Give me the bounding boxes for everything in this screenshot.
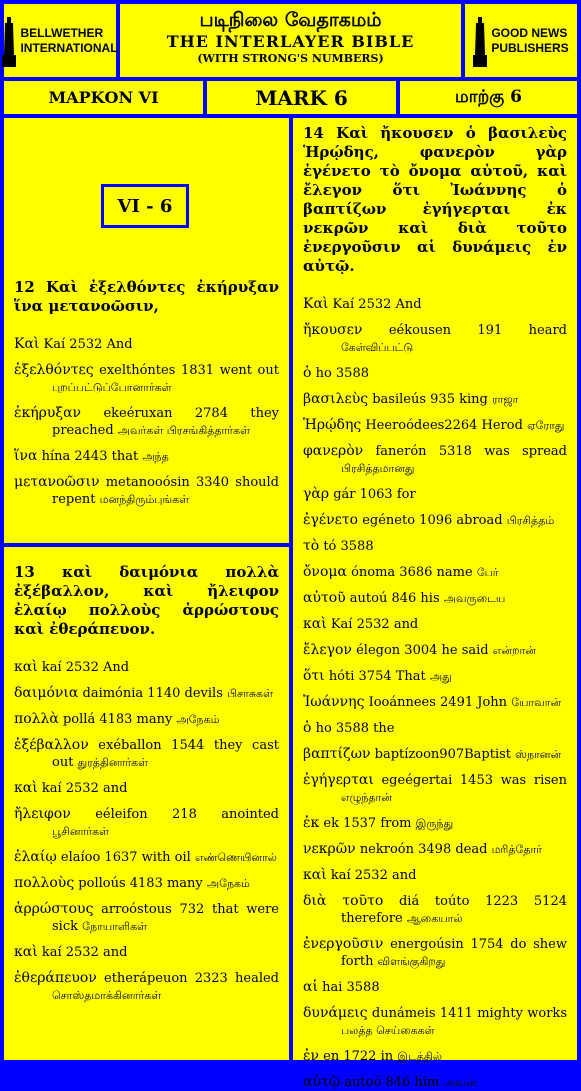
word-entry bbox=[303, 538, 567, 555]
greek-word: ἐξελθόντες bbox=[14, 362, 94, 378]
tamil-gloss: பிரசித்தம் bbox=[506, 514, 555, 527]
greek-word: καὶ bbox=[303, 867, 327, 883]
greek-word: Καὶ bbox=[14, 336, 40, 352]
greek-word: βασιλεὺς bbox=[303, 391, 369, 407]
transliteration-gloss: Iooánnees 2491 John bbox=[368, 695, 508, 710]
book-tamil-label: மாற்கு 6 bbox=[455, 86, 522, 107]
verse-14-heading: 14 Καὶ ἤκουσεν ὁ βασιλεὺς Ἡρῴδης, φανερὸν γὰρ ἐγένετο τὸ ὄνομα αὐτοῦ, καὶ ἔλεγον ὅτι Ἰωάννης ὁ βαπτίζων ἐγήγερται ἐκ νεκρῶν καὶ διὰ τοῦτο ἐνεργοῦσιν αἱ δυνάμεις ἐν αὐτῷ. bbox=[303, 124, 567, 275]
word-entry bbox=[14, 970, 279, 1004]
tamil-gloss: அந்த bbox=[142, 450, 169, 463]
transliteration-gloss: energoúsin 1754 do shew forth bbox=[341, 937, 567, 969]
tamil-gloss: ராஜா bbox=[491, 393, 519, 406]
tamil-gloss: துரத்தினார்கள் bbox=[77, 756, 149, 769]
title-tamil: படிநிலை வேதாகமம் bbox=[199, 9, 382, 31]
chapter-label bbox=[101, 184, 189, 228]
greek-word: τὸ bbox=[303, 538, 320, 554]
title-block bbox=[120, 4, 461, 77]
tamil-gloss: அவர்கள் பிரசங்கித்தார்கள் bbox=[117, 424, 250, 437]
word-entry bbox=[14, 362, 279, 396]
transliteration-gloss: etherápeuon 2323 healed bbox=[104, 971, 279, 986]
word-entry bbox=[14, 737, 279, 771]
word-entry bbox=[303, 642, 567, 659]
word-entry bbox=[303, 322, 567, 356]
word-entry bbox=[14, 901, 279, 935]
verse-14-panel bbox=[293, 118, 577, 1090]
word-entry bbox=[303, 590, 567, 607]
word-entry bbox=[303, 296, 567, 313]
transliteration-gloss: kaí 2532 and bbox=[330, 868, 417, 883]
transliteration-gloss: eéleifon 218 anointed bbox=[95, 807, 279, 822]
word-entry bbox=[303, 1048, 567, 1065]
tamil-gloss: ஸ்நானன் bbox=[515, 748, 562, 761]
greek-word: ἤκουσεν bbox=[303, 322, 363, 338]
left-logo-line-2: INTERNATIONAL bbox=[20, 40, 118, 55]
greek-word: ἤλειφον bbox=[14, 806, 71, 822]
book-greek-label: ΜΑΡΚΟΝ VI bbox=[48, 88, 159, 107]
verse-13-heading: 13 καὶ δαιμόνια πολλὰ ἐξέβαλλον, καὶ ἤλειφον ἐλαίῳ πολλοὺς ἀρρώστους καὶ ἐθεράπευον. bbox=[14, 563, 279, 638]
right-logo-line-1: GOOD NEWS bbox=[491, 25, 568, 40]
good-news-logo bbox=[465, 4, 577, 77]
transliteration-gloss: exelthóntes 1831 went out bbox=[99, 363, 279, 378]
greek-word: ἔλεγον bbox=[303, 642, 352, 658]
word-entry bbox=[14, 944, 279, 961]
greek-word: ἐκήρυξαν bbox=[14, 405, 82, 421]
transliteration-gloss: ho 3588 bbox=[315, 366, 369, 381]
tamil-gloss: பிசாசுகள் bbox=[227, 687, 274, 700]
greek-word: νεκρῶν bbox=[303, 841, 356, 857]
word-entry bbox=[303, 867, 567, 884]
chapter-label-text: VI - 6 bbox=[117, 195, 173, 217]
tamil-gloss: பூசினார்கள் bbox=[52, 825, 110, 838]
transliteration-gloss: élegon 3004 he said bbox=[356, 643, 489, 658]
transliteration-gloss: egeégertai 1453 was risen bbox=[381, 773, 567, 788]
greek-word: ἐγήγερται bbox=[303, 772, 374, 788]
title-subtitle: (WITH STRONG'S NUMBERS) bbox=[197, 52, 384, 65]
word-entry bbox=[14, 336, 279, 353]
greek-word: ἐν bbox=[303, 1048, 320, 1064]
tamil-gloss: சொஸ்தமாக்கினார்கள் bbox=[52, 989, 162, 1002]
greek-word: δυνάμεις bbox=[303, 1005, 368, 1021]
tamil-gloss: என்றான் bbox=[492, 644, 536, 657]
verse-13-entries bbox=[14, 659, 279, 1004]
word-entry bbox=[303, 1005, 567, 1039]
word-entry bbox=[303, 391, 567, 408]
word-entry bbox=[303, 1074, 567, 1091]
greek-word: Καὶ bbox=[303, 296, 329, 312]
word-entry bbox=[303, 486, 567, 503]
tamil-gloss: புறப்பட்டுப்போனார்கள் bbox=[52, 381, 172, 394]
word-entry bbox=[14, 806, 279, 840]
transliteration-gloss: ho 3588 the bbox=[315, 721, 395, 736]
greek-word: ἵνα bbox=[14, 448, 38, 464]
transliteration-gloss: fanerón 5318 was spread bbox=[375, 444, 568, 459]
greek-word: καὶ bbox=[303, 616, 327, 632]
greek-word: γὰρ bbox=[303, 486, 330, 502]
word-entry bbox=[303, 815, 567, 832]
word-entry bbox=[303, 564, 567, 581]
tamil-gloss: நோயாளிகள் bbox=[82, 920, 148, 933]
transliteration-gloss: polloús 4183 many bbox=[78, 876, 203, 891]
greek-word: ἀρρώστους bbox=[14, 901, 94, 917]
tamil-gloss: அநேகம் bbox=[176, 713, 220, 726]
word-entry bbox=[14, 448, 279, 465]
greek-word: ἐθεράπευον bbox=[14, 970, 97, 986]
tamil-gloss: அநேகம் bbox=[206, 877, 250, 890]
transliteration-gloss: nekroón 3498 dead bbox=[359, 842, 488, 857]
book-greek bbox=[4, 81, 203, 114]
word-entry bbox=[14, 659, 279, 676]
greek-word: ἐγένετο bbox=[303, 512, 359, 528]
transliteration-gloss: tó 3588 bbox=[323, 539, 374, 554]
word-entry bbox=[303, 616, 567, 633]
title-english: THE INTERLAYER BIBLE bbox=[166, 32, 415, 51]
transliteration-gloss: Kaí 2532 and bbox=[330, 617, 419, 632]
book-tamil bbox=[400, 81, 577, 114]
transliteration-gloss: baptízoon907Baptist bbox=[374, 747, 512, 762]
word-entry bbox=[14, 405, 279, 439]
tamil-gloss: பேர் bbox=[476, 566, 499, 579]
word-entry bbox=[303, 979, 567, 996]
bellwether-logo bbox=[4, 4, 116, 77]
tamil-gloss: மரித்தோர் bbox=[491, 843, 542, 856]
greek-word: ὁ bbox=[303, 365, 312, 381]
transliteration-gloss: egéneto 1096 abroad bbox=[362, 513, 503, 528]
transliteration-gloss: exéballon 1544 they cast out bbox=[52, 738, 279, 770]
transliteration-gloss: autoú 846 his bbox=[349, 591, 440, 606]
transliteration-gloss: gár 1063 for bbox=[333, 487, 416, 502]
greek-word: βαπτίζων bbox=[303, 746, 371, 762]
word-entry bbox=[303, 694, 567, 711]
tamil-gloss: ஆகையால் bbox=[406, 912, 463, 925]
transliteration-gloss: metanoοósin 3340 should repent bbox=[52, 475, 280, 507]
tamil-gloss: அவருடைய bbox=[443, 592, 506, 605]
greek-word: πολλοὺς bbox=[14, 875, 75, 891]
word-entry bbox=[303, 668, 567, 685]
greek-word: μετανοῶσιν bbox=[14, 474, 100, 490]
tamil-gloss: விளங்குகிறது bbox=[377, 955, 446, 968]
verse-12-panel bbox=[4, 118, 289, 543]
verse-14-entries bbox=[303, 296, 567, 1091]
transliteration-gloss: Kaí 2532 And bbox=[43, 337, 133, 352]
left-logo-line-1: BELLWETHER bbox=[20, 25, 104, 40]
greek-word: ὄνομα bbox=[303, 564, 347, 580]
greek-word: αὐτοῦ bbox=[303, 590, 346, 606]
transliteration-gloss: daimónia 1140 devils bbox=[82, 686, 223, 701]
greek-word: καὶ bbox=[14, 659, 38, 675]
word-entry bbox=[14, 685, 279, 702]
greek-word: ἐνεργοῦσιν bbox=[303, 936, 384, 952]
word-entry bbox=[14, 474, 279, 508]
transliteration-gloss: dunámeis 1411 mighty works bbox=[371, 1006, 567, 1021]
greek-word: Ἡρῴδης bbox=[303, 417, 362, 433]
transliteration-gloss: arroóstous 732 that were sick bbox=[52, 902, 279, 934]
word-entry bbox=[14, 849, 279, 866]
word-entry bbox=[14, 780, 279, 797]
tamil-gloss: மனந்திரும்புங்கள் bbox=[99, 493, 190, 506]
word-entry bbox=[303, 443, 567, 477]
greek-word: καὶ bbox=[14, 944, 38, 960]
tamil-gloss: ஏரோது bbox=[527, 419, 565, 432]
statue-icon bbox=[473, 15, 487, 67]
greek-word: πολλὰ bbox=[14, 711, 59, 727]
transliteration-gloss: en 1722 in bbox=[323, 1049, 394, 1064]
transliteration-gloss: hai 3588 bbox=[322, 980, 380, 995]
greek-word: δαιμόνια bbox=[14, 685, 79, 701]
transliteration-gloss: hóti 3754 That bbox=[328, 669, 426, 684]
transliteration-gloss: basileús 935 king bbox=[372, 392, 488, 407]
tamil-gloss: இடத்தில் bbox=[397, 1050, 443, 1063]
transliteration-gloss: ekeéruxan 2784 they preached bbox=[52, 406, 279, 438]
greek-word: ἐλαίῳ bbox=[14, 849, 57, 865]
transliteration-gloss: ek 1537 from bbox=[323, 816, 412, 831]
tamil-gloss: எழுந்தான் bbox=[341, 791, 392, 804]
word-entry bbox=[303, 365, 567, 382]
word-entry bbox=[303, 772, 567, 806]
transliteration-gloss: pollá 4183 many bbox=[62, 712, 173, 727]
transliteration-gloss: Heeroódees2264 Herod bbox=[365, 418, 523, 433]
transliteration-gloss: kaí 2532 and bbox=[41, 945, 128, 960]
word-entry bbox=[303, 512, 567, 529]
word-entry bbox=[303, 720, 567, 737]
transliteration-gloss: kaí 2532 And bbox=[41, 660, 130, 675]
greek-word: ὅτι bbox=[303, 668, 325, 684]
book-english-label: MARK 6 bbox=[255, 85, 348, 110]
greek-word: Ἰωάννης bbox=[303, 694, 365, 710]
transliteration-gloss: Kaí 2532 And bbox=[332, 297, 422, 312]
verse-12-heading: 12 Καὶ ἐξελθόντες ἐκήρυξαν ἵνα μετανοῶσιν, bbox=[14, 278, 279, 315]
right-logo-line-2: PUBLISHERS bbox=[491, 40, 569, 55]
word-entry bbox=[14, 875, 279, 892]
tamil-gloss: அவன் bbox=[443, 1076, 477, 1089]
greek-word: καὶ bbox=[14, 780, 38, 796]
tamil-gloss: இருந்து bbox=[415, 817, 454, 830]
word-entry bbox=[303, 746, 567, 763]
transliteration-gloss: diá toúto 1223 5124 therefore bbox=[341, 894, 567, 926]
transliteration-gloss: elaíoo 1637 with oil bbox=[60, 850, 191, 865]
word-entry bbox=[303, 417, 567, 434]
transliteration-gloss: autoó 846 him bbox=[344, 1075, 440, 1090]
tamil-gloss: கேள்விப்பட்டு bbox=[341, 341, 414, 354]
greek-word: φανερὸν bbox=[303, 443, 364, 459]
greek-word: ἐξέβαλλον bbox=[14, 737, 89, 753]
tamil-gloss: எண்ணெயினால் bbox=[194, 851, 277, 864]
transliteration-gloss: eékousen 191 heard bbox=[388, 323, 567, 338]
verse-12-entries bbox=[14, 336, 279, 508]
greek-word: διὰ τοῦτο bbox=[303, 893, 384, 909]
greek-word: ἐκ bbox=[303, 815, 320, 831]
greek-word: αὐτῷ bbox=[303, 1074, 341, 1090]
verse-13-panel bbox=[4, 547, 289, 1060]
transliteration-gloss: ónoma 3686 name bbox=[351, 565, 473, 580]
transliteration-gloss: hína 2443 that bbox=[41, 449, 139, 464]
book-english bbox=[207, 81, 396, 114]
tamil-gloss: பிரசித்தமானது bbox=[341, 462, 415, 475]
tamil-gloss: பலத்த செய்கைகள் bbox=[341, 1024, 435, 1037]
word-entry bbox=[14, 711, 279, 728]
tamil-gloss: அது bbox=[429, 670, 452, 683]
greek-word: ὁ bbox=[303, 720, 312, 736]
greek-word: αἱ bbox=[303, 979, 318, 995]
tamil-gloss: யோவான் bbox=[511, 696, 562, 709]
word-entry bbox=[303, 841, 567, 858]
statue-icon bbox=[2, 15, 16, 67]
word-entry bbox=[303, 893, 567, 927]
word-entry bbox=[303, 936, 567, 970]
transliteration-gloss: kaí 2532 and bbox=[41, 781, 128, 796]
